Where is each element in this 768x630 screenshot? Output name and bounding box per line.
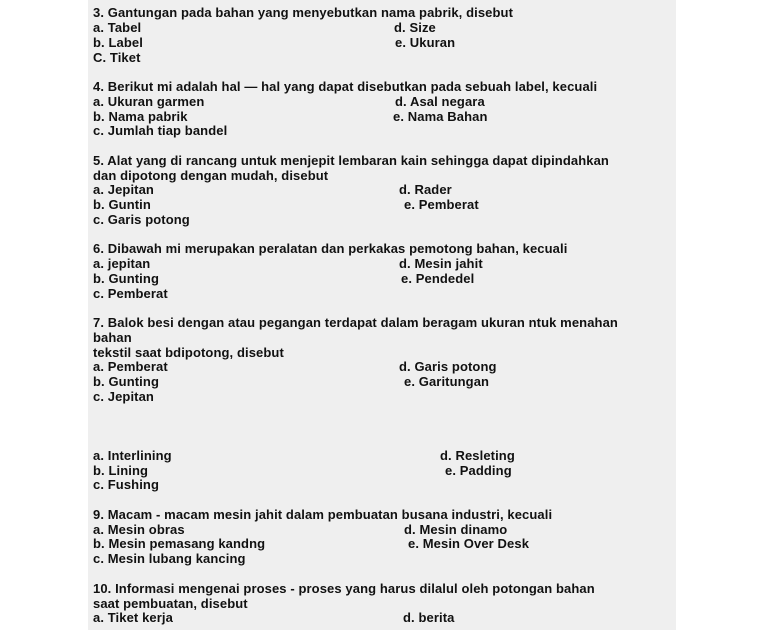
question-4-option-d: d. Asal negara [395, 94, 485, 109]
question-7-option-b: b. Gunting [93, 374, 159, 389]
question-8-option-c: c. Fushing [93, 477, 159, 492]
question-5-option-d: d. Rader [399, 182, 452, 197]
question-10-text-line-1: 10. Informasi mengenai proses - proses yang harus dilalul oleh potongan bahan [93, 581, 595, 596]
question-9-option-b: b. Mesin pemasang kandng [93, 536, 266, 551]
question-3-option-b: b. Label [93, 35, 143, 50]
question-4-option-e: e. Nama Bahan [393, 109, 488, 124]
question-3-text: 3. Gantungan pada bahan yang menyebutkan nama pabrik, disebut [93, 5, 514, 20]
question-7-text-line-2: bahan [93, 330, 132, 345]
question-9-option-a: a. Mesin obras [93, 522, 185, 537]
question-6-option-e: e. Pendedel [401, 271, 475, 286]
question-5-option-c: c. Garis potong [93, 212, 190, 227]
question-9-option-d: d. Mesin dinamo [404, 522, 508, 537]
question-3-option-c: C. Tiket [93, 50, 141, 65]
question-10-option-d: d. berita [403, 610, 455, 625]
question-10-text-line-2: saat pembuatan, disebut [93, 596, 248, 611]
question-3-option-a: a. Tabel [93, 20, 142, 35]
question-7-option-d: d. Garis potong [399, 359, 497, 374]
question-9-text: 9. Macam - macam mesin jahit dalam pembuatan busana industri, kecuali [93, 507, 553, 522]
question-5-text-line-2: dan dipotong dengan mudah, disebut [93, 168, 329, 183]
question-3-option-d: d. Size [394, 20, 436, 35]
question-8-option-d: d. Resleting [440, 448, 515, 463]
question-7-text-line-1: 7. Balok besi dengan atau pegangan terdapat dalam beragam ukuran ntuk menahan [93, 315, 618, 330]
question-8-option-b: b. Lining [93, 463, 149, 478]
question-4-option-c: c. Jumlah tiap bandel [93, 123, 228, 138]
question-6-option-b: b. Gunting [93, 271, 159, 286]
question-6-option-c: c. Pemberat [93, 286, 168, 301]
question-8-option-e: e. Padding [445, 463, 512, 478]
question-7-option-c: c. Jepitan [93, 389, 154, 404]
question-4-text: 4. Berikut mi adalah hal — hal yang dapat disebutkan pada sebuah label, kecuali [93, 79, 598, 94]
question-6-option-d: d. Mesin jahit [399, 256, 483, 271]
question-9-option-c: c. Mesin lubang kancing [93, 551, 246, 566]
question-5-option-b: b. Guntin [93, 197, 151, 212]
question-6-option-a: a. jepitan [93, 256, 151, 271]
question-10-option-a: a. Tiket kerja [93, 610, 173, 625]
question-6-text: 6. Dibawah mi merupakan peralatan dan perkakas pemotong bahan, kecuali [93, 241, 568, 256]
question-4-option-a: a. Ukuran garmen [93, 94, 205, 109]
question-7-option-e: e. Garitungan [404, 374, 490, 389]
question-4-option-b: b. Nama pabrik [93, 109, 188, 124]
question-3-option-e: e. Ukuran [395, 35, 456, 50]
question-9-option-e: e. Mesin Over Desk [408, 536, 530, 551]
question-7-text-line-3: tekstil saat bdipotong, disebut [93, 345, 284, 360]
question-5-option-e: e. Pemberat [404, 197, 479, 212]
question-7-option-a: a. Pemberat [93, 359, 168, 374]
question-5-text-line-1: 5. Alat yang di rancang untuk menjepit lembaran kain sehingga dapat dipindahkan [93, 153, 609, 168]
worksheet-page [88, 0, 676, 630]
question-8-option-a: a. Interlining [93, 448, 172, 463]
question-5-option-a: a. Jepitan [93, 182, 154, 197]
